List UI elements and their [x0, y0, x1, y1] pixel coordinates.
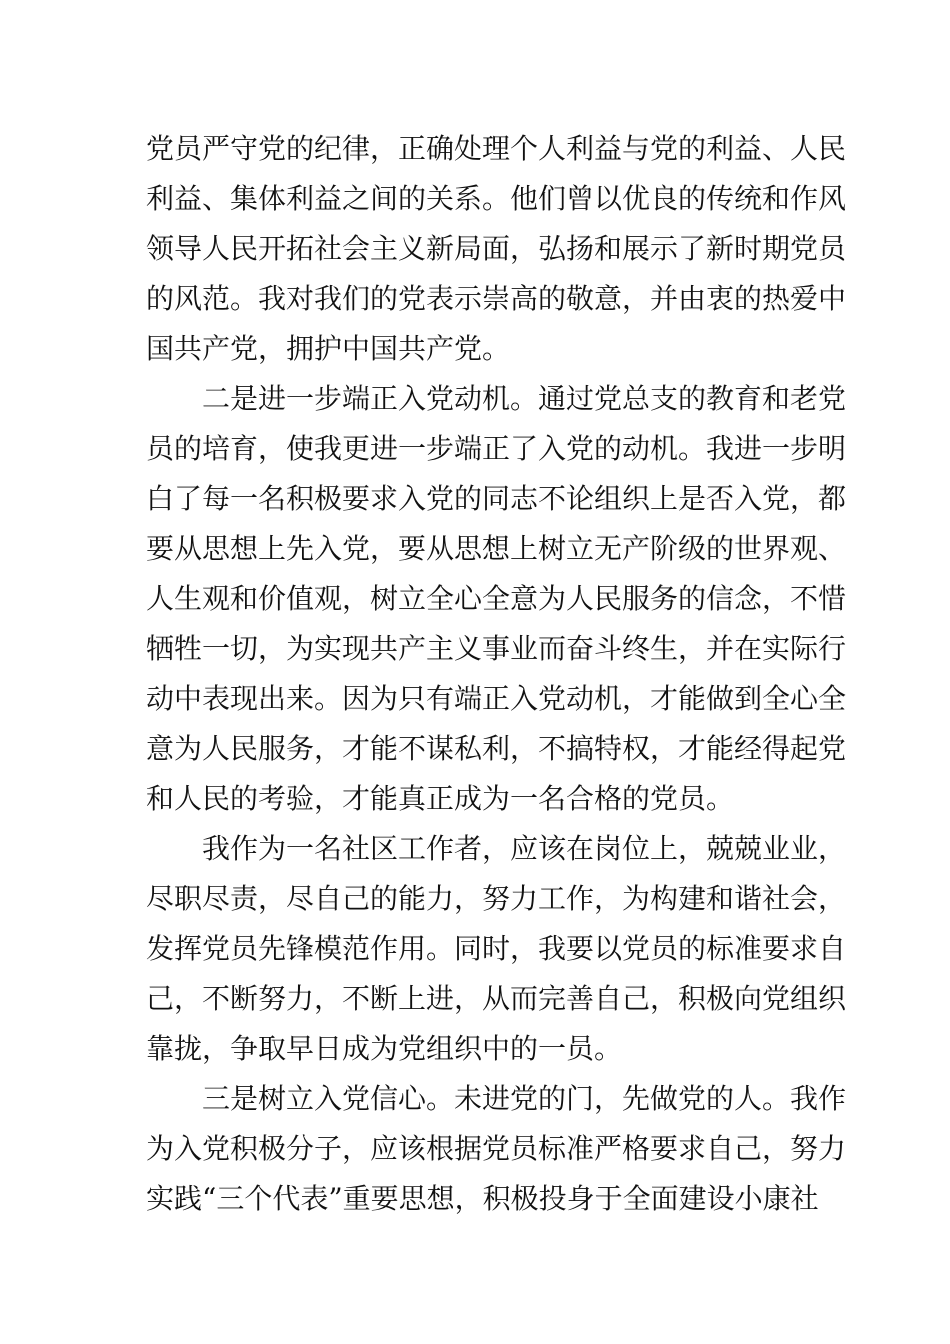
text-line: 三是树立入党信心。未进党的门，先做党的人。我作: [146, 1082, 847, 1115]
text-line: 意为人民服务，才能不谋私利，不搞特权，才能经得起党: [146, 732, 847, 765]
text-line: 党员严守党的纪律，正确处理个人利益与党的利益、人民: [146, 132, 847, 165]
text-line: 要从思想上先入党，要从思想上树立无产阶级的世界观、: [146, 532, 847, 565]
text-line: 国共产党，拥护中国共产党。: [146, 332, 511, 365]
text-line: 人生观和价值观，树立全心全意为人民服务的信念，不惜: [146, 582, 847, 615]
text-line: 白了每一名积极要求入党的同志不论组织上是否入党，都: [146, 482, 847, 515]
text-line: 实践“三个代表”重要思想，积极投身于全面建设小康社: [146, 1182, 819, 1215]
text-line: 我作为一名社区工作者，应该在岗位上，兢兢业业，: [146, 832, 847, 865]
text-line: 二是进一步端正入党动机。通过党总支的教育和老党: [146, 382, 847, 415]
text-line: 发挥党员先锋模范作用。同时，我要以党员的标准要求自: [146, 932, 847, 965]
body-text: [146, 124, 847, 1224]
text-line: 利益、集体利益之间的关系。他们曾以优良的传统和作风: [146, 182, 847, 215]
text-line: 为入党积极分子，应该根据党员标准严格要求自己，努力: [146, 1132, 847, 1165]
text-line: 的风范。我对我们的党表示崇高的敬意，并由衷的热爱中: [146, 282, 847, 315]
text-line: 己，不断努力，不断上进，从而完善自己，积极向党组织: [146, 982, 847, 1015]
text-line: 靠拢，争取早日成为党组织中的一员。: [146, 1032, 623, 1065]
text-line: 尽职尽责，尽自己的能力，努力工作，为构建和谐社会，: [146, 882, 847, 915]
text-line: 员的培育，使我更进一步端正了入党的动机。我进一步明: [146, 432, 847, 465]
text-line: 领导人民开拓社会主义新局面，弘扬和展示了新时期党员: [146, 232, 847, 265]
text-line: 牺牲一切，为实现共产主义事业而奋斗终生，并在实际行: [146, 632, 847, 665]
text-line: 动中表现出来。因为只有端正入党动机，才能做到全心全: [146, 682, 847, 715]
text-line: 和人民的考验，才能真正成为一名合格的党员。: [146, 782, 735, 815]
